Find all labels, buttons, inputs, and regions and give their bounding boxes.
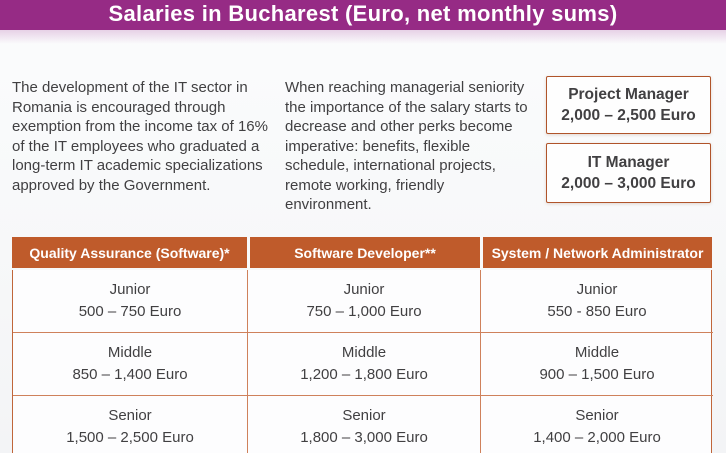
column-header-system-network-administrator: System / Network Administrator (480, 237, 712, 268)
salary-cell-qa-senior (13, 396, 248, 453)
salary-range: 850 – 1,400 Euro (72, 366, 188, 383)
it-manager-role: IT Manager (587, 154, 670, 171)
salary-level: Senior (575, 407, 619, 424)
column-header-software-developer: Software Developer** (247, 237, 480, 268)
project-manager-box (546, 76, 711, 134)
title-bar (0, 0, 726, 30)
salary-cell-sysadmin-senior (481, 396, 713, 453)
intro-paragraph-tax-exemption: The development of the IT sector in Romania is encouraged through exemption from the income tax of 16% of the IT employees who graduated a long-term IT academic specializations approved by the Government. (12, 79, 268, 194)
salary-level: Junior (576, 281, 618, 298)
salary-range: 1,200 – 1,800 Euro (300, 366, 428, 383)
it-manager-box (546, 143, 711, 203)
salary-cell-sysadmin-middle (481, 333, 713, 396)
project-manager-role: Project Manager (568, 86, 689, 103)
it-manager-range: 2,000 – 3,000 Euro (561, 175, 696, 192)
salary-range: 750 – 1,000 Euro (306, 303, 422, 320)
page-title: Salaries in Bucharest (Euro, net monthly sums) (108, 1, 618, 26)
salary-level: Junior (343, 281, 385, 298)
salary-level: Middle (574, 344, 620, 361)
salary-cell-dev-junior (248, 270, 481, 333)
title-bar-shadow (0, 30, 726, 44)
salary-table-header (12, 237, 712, 268)
intro-paragraph-managerial-perks: When reaching managerial seniority the importance of the salary starts to decrease and other perks become imperative: benefits, flexible schedule, international projects, remote working, friendly environment. (285, 79, 528, 213)
salary-table (12, 237, 712, 453)
salary-range: 550 - 850 Euro (547, 303, 647, 320)
column-header-quality-assurance: Quality Assurance (Software)* (12, 237, 247, 268)
salary-level: Middle (341, 344, 387, 361)
salary-cell-qa-junior (13, 270, 248, 333)
salary-level: Middle (107, 344, 153, 361)
salary-range: 1,400 – 2,000 Euro (533, 429, 661, 446)
salary-table-body (12, 270, 712, 453)
salary-range: 500 – 750 Euro (78, 303, 182, 320)
salary-range: 1,500 – 2,500 Euro (66, 429, 194, 446)
salary-level: Senior (342, 407, 386, 424)
salary-range: 900 – 1,500 Euro (539, 366, 655, 383)
salary-cell-dev-middle (248, 333, 481, 396)
salary-cell-sysadmin-junior (481, 270, 713, 333)
salary-level: Junior (109, 281, 151, 298)
project-manager-range: 2,000 – 2,500 Euro (561, 107, 696, 124)
salary-cell-qa-middle (13, 333, 248, 396)
salary-cell-dev-senior (248, 396, 481, 453)
salary-level: Senior (108, 407, 152, 424)
salary-range: 1,800 – 3,000 Euro (300, 429, 428, 446)
